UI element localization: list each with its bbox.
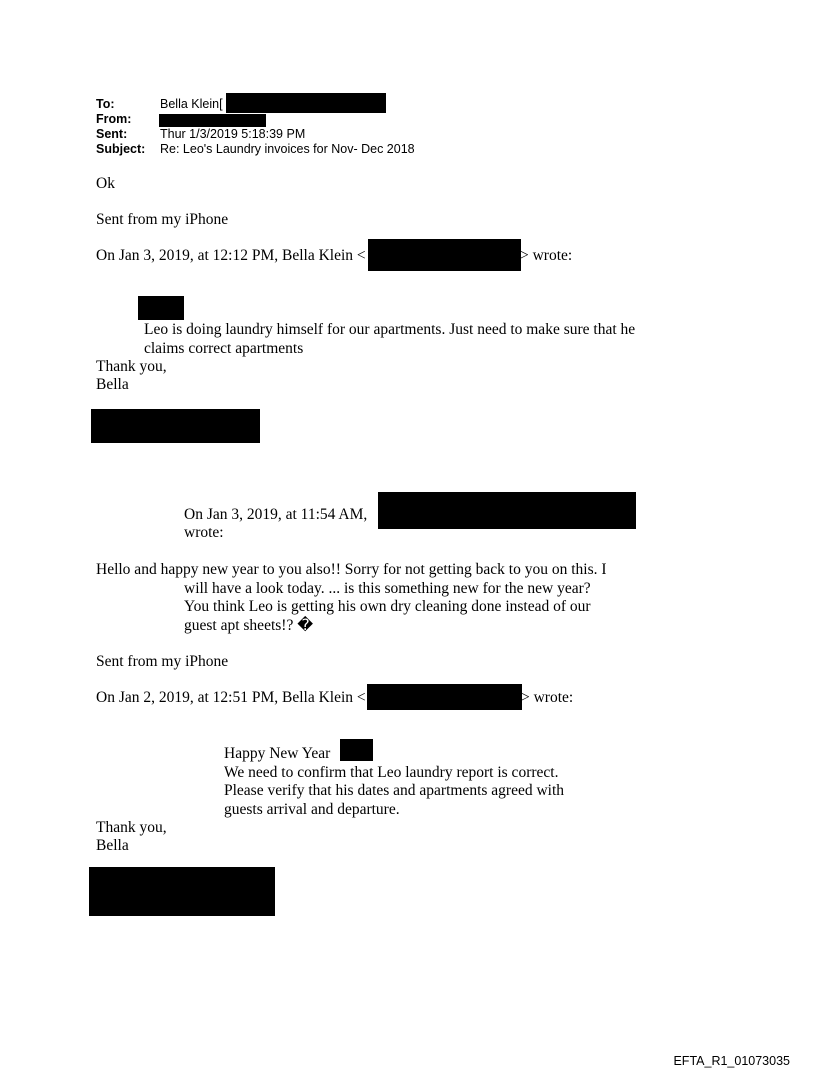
thanks-2: Thank you, [96,819,167,836]
redaction-salutation-1 [138,296,184,320]
msg-3-line-2: We need to confirm that Leo laundry report is correct. [224,764,559,781]
to-label: To: [96,97,115,111]
redaction-from [159,114,266,127]
msg-3-line-1: Happy New Year [224,745,331,762]
msg-2-line-2: will have a look today. ... is this something new for the new year? [184,580,591,597]
redaction-signature-block-1 [91,409,260,443]
msg-2-line-4: guest apt sheets!? � [184,617,314,634]
subject-label: Subject: [96,142,146,156]
msg-3-line-3: Please verify that his dates and apartments agreed with [224,782,565,799]
from-label: From: [96,112,132,126]
reply-text: Ok [96,175,115,192]
signature-2: Sent from my iPhone [96,653,229,670]
msg-2-line-1: Hello and happy new year to you also!! Sorry for not getting back to you on this. I [96,561,607,578]
name-1: Bella [96,376,129,393]
quote-3-intro: On Jan 2, 2019, at 12:51 PM, Bella Klein < [96,689,366,706]
msg-1-line-2: claims correct apartments [144,340,304,357]
quote-2-intro: On Jan 3, 2019, at 11:54 AM, [184,506,368,523]
quote-1-wrote: > wrote: [520,247,573,264]
msg-2-line-3: You think Leo is getting his own dry cleaning done instead of our [184,598,591,615]
quote-2-wrote: wrote: [184,524,224,541]
redaction-signature-block-2 [89,867,275,916]
sent-label: Sent: [96,127,128,141]
msg-3-line-4: guests arrival and departure. [224,801,400,818]
signature-1: Sent from my iPhone [96,211,229,228]
redaction-quote-3-email [367,684,522,710]
subject-value: Re: Leo's Laundry invoices for Nov- Dec 2018 [160,142,415,156]
sent-value: Thur 1/3/2019 5:18:39 PM [160,127,306,141]
redaction-quote-2-sender [378,492,636,529]
quote-3-wrote: > wrote: [521,689,574,706]
redaction-quote-1-email [368,239,521,271]
thanks-1: Thank you, [96,358,167,375]
quote-1-intro: On Jan 3, 2019, at 12:12 PM, Bella Klein < [96,247,366,264]
msg-1-line-1: Leo is doing laundry himself for our apartments. Just need to make sure that he [144,321,636,338]
redaction-salutation-3 [340,739,373,761]
document-id: EFTA_R1_01073035 [673,1054,790,1068]
name-2: Bella [96,837,129,854]
to-value: Bella Klein[ [160,97,223,111]
redaction-to-email [226,93,386,113]
